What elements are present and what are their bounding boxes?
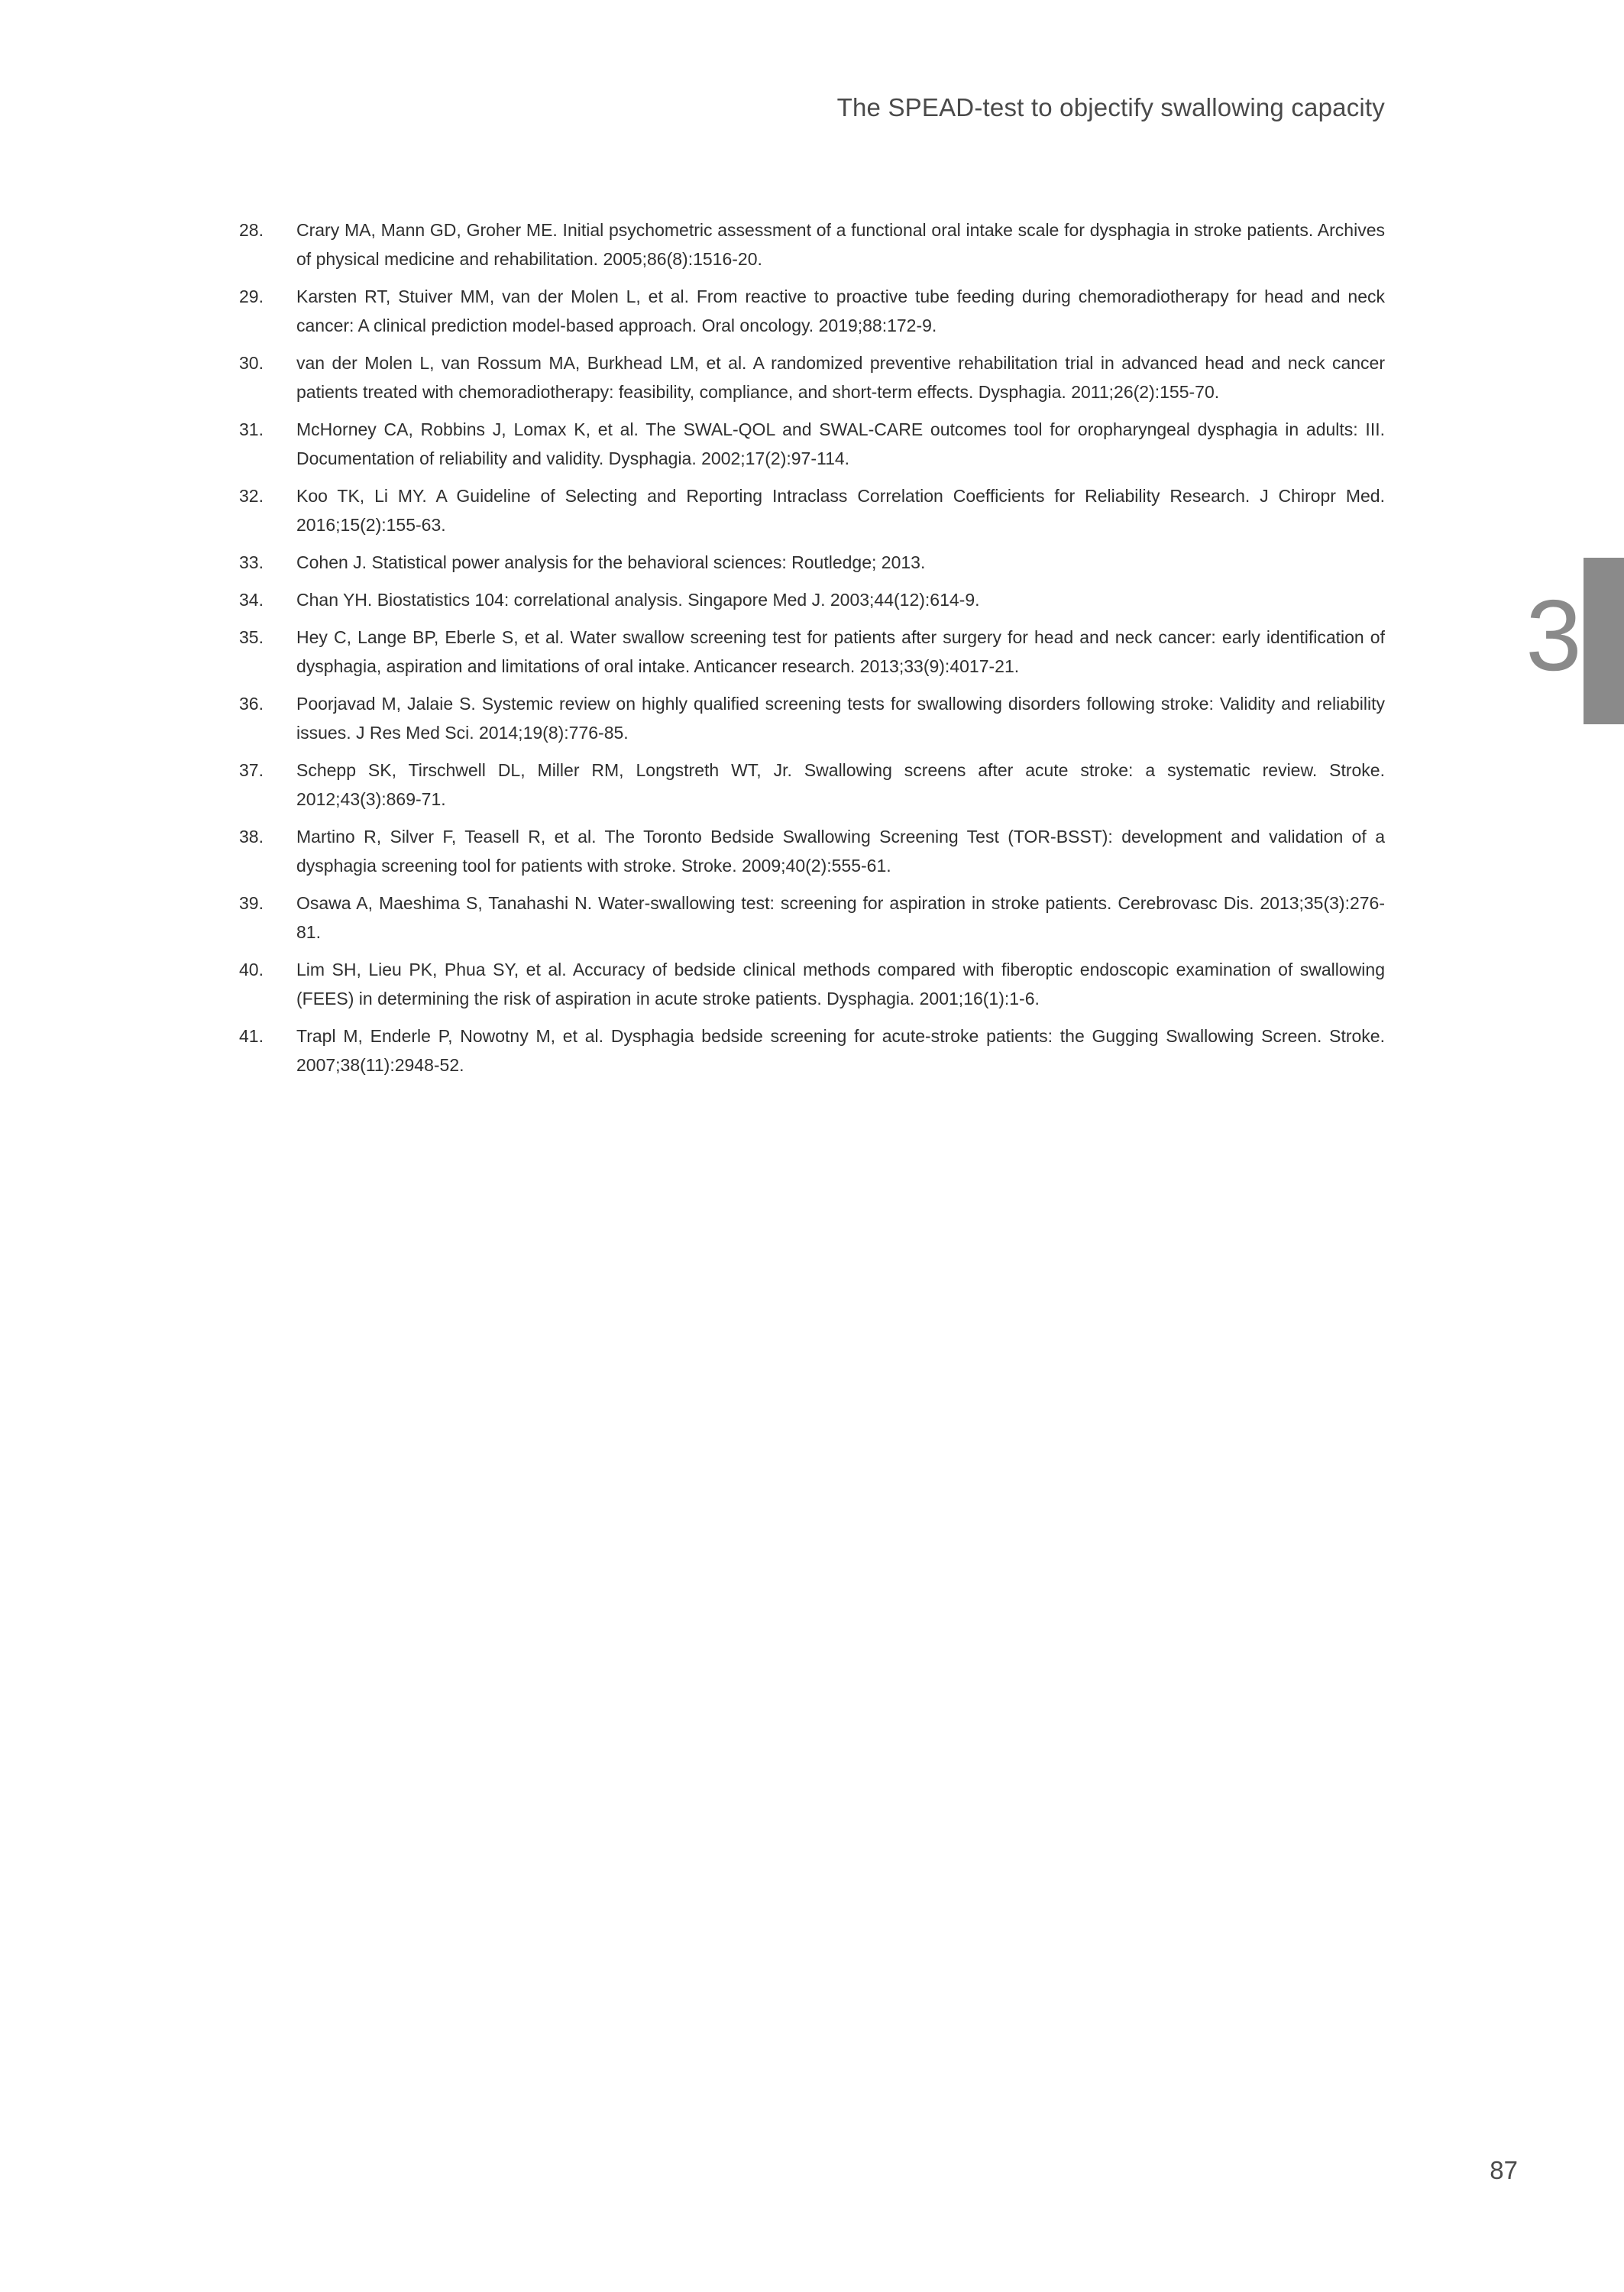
page-number: 87 <box>1490 2156 1518 2184</box>
reference-text: Hey C, Lange BP, Eberle S, et al. Water swallow screening test for patients after surgery for head and neck cancer: early identification of dysphagia, aspiration and limitations of oral intake. Anticancer research. 2013;33(9):4017-21. <box>296 627 1385 676</box>
reference-item <box>239 415 1385 473</box>
reference-text: Lim SH, Lieu PK, Phua SY, et al. Accuracy of bedside clinical methods compared with fiberoptic endoscopic examination of swallowing (FEES) in determining the risk of aspiration in acute stroke patients. Dysphagia. 2001;16(1):1-6. <box>296 960 1385 1008</box>
reference-text: van der Molen L, van Rossum MA, Burkhead LM, et al. A randomized preventive rehabilitation trial in advanced head and neck cancer patients treated with chemoradiotherapy: feasibility, compliance, and short-term effects. Dysphagia. 2011;26(2):155-70. <box>296 353 1385 402</box>
reference-number: 29. <box>239 286 264 306</box>
reference-text: Crary MA, Mann GD, Groher ME. Initial psychometric assessment of a functional oral intake scale for dysphagia in stroke patients. Archives of physical medicine and rehabilitation. 2005;86(8):1516-20. <box>296 220 1385 269</box>
reference-number: 32. <box>239 486 264 506</box>
reference-number: 38. <box>239 827 264 847</box>
reference-item <box>239 756 1385 814</box>
reference-number: 37. <box>239 760 264 780</box>
reference-text: Koo TK, Li MY. A Guideline of Selecting and Reporting Intraclass Correlation Coefficients for Reliability Research. J Chiropr Med. 2016;15(2):155-63. <box>296 486 1385 535</box>
reference-item <box>239 955 1385 1013</box>
reference-number: 41. <box>239 1026 264 1046</box>
reference-item <box>239 348 1385 406</box>
reference-text: McHorney CA, Robbins J, Lomax K, et al. The SWAL-QOL and SWAL-CARE outcomes tool for oropharyngeal dysphagia in adults: III. Documentation of reliability and validity. Dysphagia. 2002;17(2):97-114. <box>296 419 1385 468</box>
reference-item <box>239 481 1385 539</box>
reference-number: 31. <box>239 419 264 439</box>
reference-number: 30. <box>239 353 264 373</box>
reference-item <box>239 689 1385 747</box>
reference-number: 40. <box>239 960 264 979</box>
reference-text: Martino R, Silver F, Teasell R, et al. The Toronto Bedside Swallowing Screening Test (TOR-BSST): development and validation of a dysphagia screening tool for patients with stroke. Stroke. 2009;40(2):555-61. <box>296 827 1385 876</box>
reference-item <box>239 822 1385 880</box>
reference-item <box>239 1021 1385 1080</box>
reference-item <box>239 889 1385 947</box>
reference-text: Cohen J. Statistical power analysis for the behavioral sciences: Routledge; 2013. <box>296 552 926 572</box>
reference-number: 28. <box>239 220 264 240</box>
reference-item <box>239 623 1385 681</box>
reference-number: 33. <box>239 552 264 572</box>
reference-item <box>239 585 1385 614</box>
reference-text: Trapl M, Enderle P, Nowotny M, et al. Dysphagia bedside screening for acute-stroke patients: the Gugging Swallowing Screen. Stroke. 2007;38(11):2948-52. <box>296 1026 1385 1075</box>
chapter-tab-marker <box>1584 558 1624 724</box>
reference-item <box>239 548 1385 577</box>
reference-text: Osawa A, Maeshima S, Tanahashi N. Water-swallowing test: screening for aspiration in stroke patients. Cerebrovasc Dis. 2013;35(3):276-81. <box>296 893 1385 942</box>
reference-list <box>239 215 1385 1088</box>
reference-number: 34. <box>239 590 264 610</box>
reference-number: 35. <box>239 627 264 647</box>
running-header-title: The SPEAD-test to objectify swallowing capacity <box>836 93 1385 121</box>
reference-number: 36. <box>239 694 264 714</box>
reference-text: Chan YH. Biostatistics 104: correlational analysis. Singapore Med J. 2003;44(12):614-9. <box>296 590 980 610</box>
chapter-number: 3 <box>1525 579 1582 691</box>
reference-item <box>239 215 1385 274</box>
reference-number: 39. <box>239 893 264 913</box>
reference-text: Poorjavad M, Jalaie S. Systemic review on highly qualified screening tests for swallowing disorders following stroke: Validity and reliability issues. J Res Med Sci. 2014;19(8):776-85. <box>296 694 1385 743</box>
reference-item <box>239 282 1385 340</box>
reference-text: Karsten RT, Stuiver MM, van der Molen L, et al. From reactive to proactive tube feeding during chemoradiotherapy for head and neck cancer: A clinical prediction model-based approach. Oral oncology. 2019;88:172-9. <box>296 286 1385 335</box>
reference-text: Schepp SK, Tirschwell DL, Miller RM, Longstreth WT, Jr. Swallowing screens after acute stroke: a systematic review. Stroke. 2012;43(3):869-71. <box>296 760 1385 809</box>
